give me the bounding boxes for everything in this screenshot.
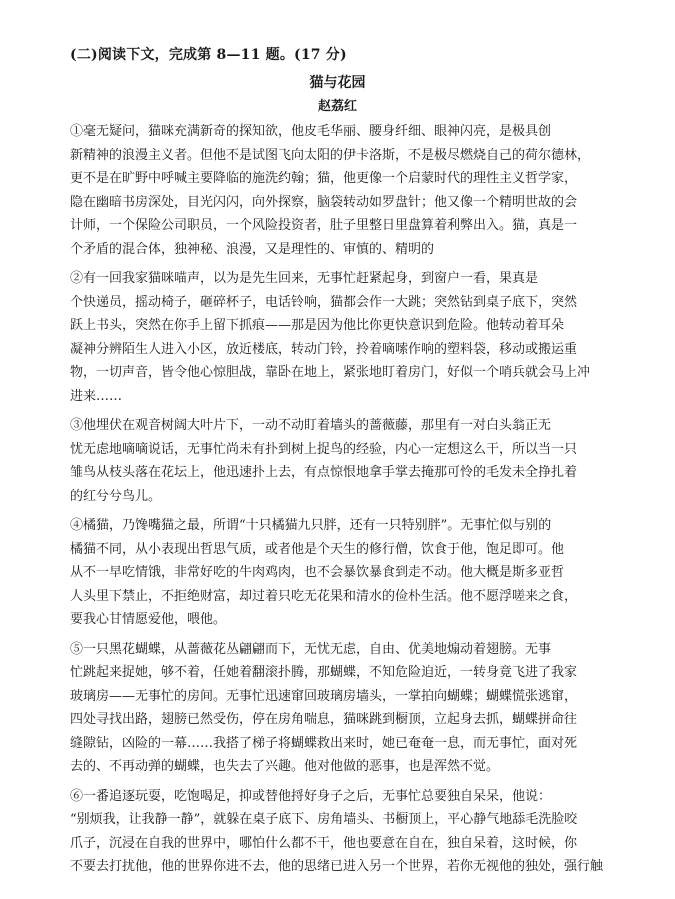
paragraph-line: 更不是在旷野中呼喊主要降临的施洗约翰；猫，他更像一个启蒙时代的理性主义哲学家， (70, 171, 578, 186)
article-body (70, 120, 644, 885)
paragraph-2 (70, 267, 644, 408)
paragraph-line: 不要去打扰他，他的世界你进不去，他的思绪已进入另一个世界，若你无视他的独处，强行触 (70, 859, 604, 874)
paragraph-line: 凝神分辨陌生人进入小区，放近楼底，转动门铃，拎着嘀嗦作响的塑料袋，移动或搬运重 (70, 341, 578, 357)
article-title: 猫与花园 (309, 75, 366, 91)
paragraph-line: 去的、不再动弹的蝴蝶，也失去了兴趣。他对他做的恶事，也是浑然不觉。 (70, 759, 500, 774)
paragraph-5 (70, 638, 644, 779)
paragraph-line: 计师，一个保险公司职员，一个风险投资者，肚子里整日里盘算着利弊出入。猫，真是一 (70, 218, 578, 233)
paragraph-line: “别烦我，让我静一静”，就躲在桌子底下、房角墙头、书橱顶上，平心静气地舔毛洗脸咬 (70, 812, 578, 827)
paragraph-line: 的红兮兮鸟儿。 (70, 488, 162, 504)
paragraph-line: 人头里下禁止，不拒绝财富，却过着只吃无花果和清水的俭朴生活。他不愿浮嗟来之食， (70, 588, 578, 604)
question-header: (二)阅读下文，完成第 8—11 题。(17 分) (70, 47, 347, 63)
paragraph-line: 忧无虑地嘀嘀说话，无事忙尚未有扑到树上捉鸟的经验，内心一定想这么干，所以当一只 (70, 441, 578, 457)
paragraph-line: ③他埋伏在观音树阔大叶片下，一动不动盯着墙头的蔷薇藤，那里有一对白头翁正无 (70, 418, 552, 433)
paragraph-line: 个矛盾的混合体，独神秘、浪漫，又是理性的、审慎的、精明的 (70, 241, 435, 257)
paragraph-line: 要我心甘情愿爱他，喂他。 (70, 612, 227, 627)
paragraph-line: 忙跳起来捉她，够不着，任她着翻滚扑腾，那蝴蝶，不知危险迫近，一转身竟飞进了我家 (70, 665, 578, 680)
paragraph-line: 玻璃房——无事忙的房间。无事忙迅速窜回玻璃房墙头，一掌拍向蝴蝶；蝴蝶慌张逃窜， (70, 688, 578, 704)
paragraph-line: 缝隙钻，凶险的一幕……我搭了梯子将蝴蝶救出来时，她已奄奄一息，而无事忙，面对死 (70, 735, 578, 751)
paragraph-line: ⑥一番追逐玩耍，吃饱喝足，抑或替他捋好身子之后，无事忙总要独自呆呆，他说： (70, 788, 552, 804)
paragraph-line: ④橘猫，乃馋嘴猫之最，所谓“十只橘猫九只胖，还有一只特别胖”。无事忙似与别的 (70, 518, 552, 533)
paragraph-line: 爪子，沉浸在自我的世界中，哪怕什么都不干，他也要意在自在，独自呆着，这时候，你 (70, 835, 578, 851)
paragraph-line: 个快递员，摇动椅子，砸碎杯子，电话铃响，猫都会作一大跳；突然钻到桌子底下，突然 (70, 294, 578, 310)
paragraph-line: 跃上书头，突然在你手上留下抓痕——那是因为他比你更快意识到危险。他转动着耳朵 (70, 318, 565, 333)
paragraph-line: ①毫无疑问，猫咪充满新奇的探知欲，他皮毛华丽、腰身纤细、眼神闪亮，是极具创 (70, 124, 552, 139)
article-author: 赵荔红 (317, 99, 357, 114)
paragraph-line: ②有一回我家猫咪喵声，以为是先生回来，无事忙赶紧起身，到窗户一看，果真是 (70, 271, 539, 286)
paragraph-line: 物，一切声音，皆令他心惊胆战，靠卧在地上，紧张地盯着房门，好似一个哨兵就会马上冲 (70, 365, 591, 380)
paragraph-line: 进来…… (70, 388, 123, 404)
paragraph-line: 四处寻找出路，翅膀已然受伤，停在房角喘息，猫咪跳到橱顶，立起身去抓，蝴蝶拼命往 (70, 712, 578, 727)
paragraph-4 (70, 514, 644, 632)
paragraph-line: 隐在幽暗书房深处，目光闪闪，向外探察，脑袋转动如罗盘针；他又像一个精明世故的会 (70, 194, 578, 210)
paragraph-line: 橘猫不同，从小表现出哲思气质，或者他是个天生的修行僧，饮食于他，饱足即可。他 (70, 541, 565, 557)
paragraph-1 (70, 120, 644, 261)
paragraph-line: ⑤一只黑花蝴蝶，从蔷薇花丛翩翩而下，无忧无虑，自由、优美地煽动着翅膀。无事 (70, 641, 552, 657)
paragraph-line: 从不一早吃情饿，非常好吃的牛肉鸡肉，也不会暴饮暴食到走不动。他大概是斯多亚哲 (70, 565, 565, 580)
paragraph-line: 新精神的浪漫主义者。但他不是试图飞向太阳的伊卡洛斯，不是极尽燃烧自己的荷尔德林， (70, 147, 591, 163)
paragraph-6 (70, 785, 644, 879)
paragraph-3 (70, 414, 644, 508)
paragraph-line: 雏鸟从枝头落在花坛上，他迅速扑上去，有点惊恨地拿手掌去掩那可怜的毛发未全挣扎着 (70, 465, 578, 480)
